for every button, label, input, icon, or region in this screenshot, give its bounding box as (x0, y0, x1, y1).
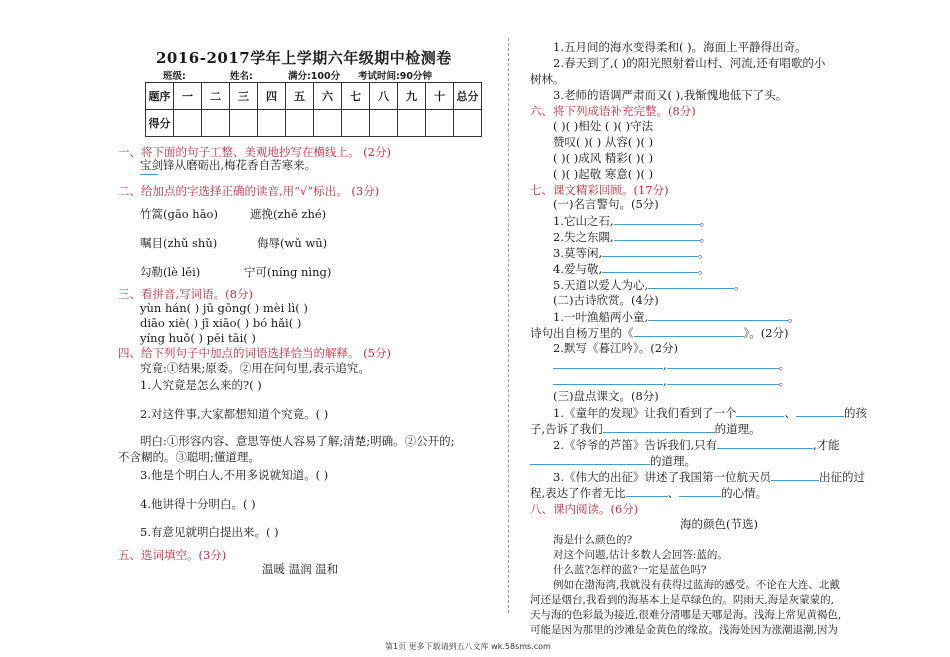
poem-2-line2[interactable]: , 。 (553, 373, 790, 388)
page-footer: 第1页 更多下载请到五八文库 wk.58sms.com (385, 642, 551, 651)
pinyin-choice-2b[interactable]: 侮辱(wǔ wū) (257, 236, 328, 250)
proverb-1[interactable]: 1.它山之石, 。 (553, 214, 712, 228)
pinyin-row-1[interactable]: yùn hán( ) jū gōng( ) mèi lì( ) (140, 301, 308, 315)
score-col-total: 总分 (454, 83, 482, 110)
class-label: 班级: (163, 71, 186, 82)
word-choices: 温暖 温润 温和 (262, 562, 339, 576)
idiom-row-4[interactable]: ( )( )起敬 寒意( )( ) (553, 167, 654, 181)
score-table-row-label: 题序 (146, 83, 174, 110)
proverb-1-text: 1.它山之石, (553, 214, 614, 228)
reading-p2: 对这个问题,估计多数人会回答:蓝的。 (553, 549, 728, 561)
section-4-title: 四、给下列句子中加点的词语选择恰当的解释。 (5分) (118, 346, 391, 360)
answer-blank[interactable] (602, 245, 698, 257)
review-3-text-d: 的心情。 (721, 486, 768, 500)
answer-blank[interactable] (614, 229, 700, 241)
proverb-4-text: 4.爱与敬, (553, 262, 603, 276)
name-label: 姓名: (230, 71, 253, 82)
section-1-title: 一、将下面的句子工整、美观地抄写在横线上。 (2分) (118, 145, 391, 159)
question-4-2[interactable]: 2.对这件事,大家都想知道个究竟。( ) (140, 407, 329, 421)
answer-blank[interactable] (614, 213, 700, 225)
poem-1[interactable]: 1.一叶渔船两小童, 。 (553, 310, 800, 324)
answer-blank[interactable] (553, 357, 663, 369)
reading-p4-line2: 河还是烟台,我看到的海基本上是草绿色的。阴雨天,海是灰蒙蒙的, (530, 594, 835, 606)
answer-blank[interactable] (771, 469, 819, 481)
score-col-1: 一 (174, 83, 202, 110)
answer-blank[interactable] (648, 277, 734, 289)
poem-source-suffix: 》。(2分) (743, 326, 789, 340)
question-4-3[interactable]: 3.他是个明白人,不用多说就知道。( ) (140, 468, 329, 482)
section-5-title: 五、选词填空。(3分) (118, 548, 227, 562)
review-2-text-a: 2.《爷爷的芦笛》告诉我们,只有 (553, 438, 718, 452)
fill-1[interactable]: 1.五月间的海水变得柔和( )。海面上平静得出奇。 (553, 40, 807, 54)
reading-p4-line4: 可能是因为那里的沙滩是金黄色的缘故。浅海处因为涨潮退潮,因为 (530, 624, 838, 636)
review-1-line2[interactable] (530, 421, 761, 436)
score-col-2: 二 (202, 83, 230, 110)
definition-jiujing: 究竟:①结果;原委。②用在问句里,表示追究。 (140, 361, 370, 375)
score-cell[interactable] (398, 110, 426, 137)
proverb-5-text: 5.天道以爱人为心, (553, 278, 649, 292)
review-1-text-c: 子,告诉了我们 (530, 422, 603, 436)
pinyin-row-2[interactable]: diāo xiè( ) jī xiāo( ) bó hǎi( ) (140, 316, 302, 330)
score-col-5: 五 (286, 83, 314, 110)
review-2-line2[interactable] (530, 453, 696, 468)
review-3-text-c: 程,表达了作者无比 (530, 486, 626, 500)
poem-source-prefix: 诗句出自杨万里的《 (530, 326, 634, 340)
review-2-text-b: ,才能 (813, 438, 840, 452)
question-4-1[interactable]: 1.人究竟是怎么来的?( ) (140, 378, 262, 392)
answer-blank[interactable] (717, 437, 813, 449)
pinyin-row-3[interactable]: yíng huǒ( ) pēi tāi( ) (140, 331, 256, 345)
score-cell[interactable] (342, 110, 370, 137)
review-2-line1[interactable] (553, 437, 840, 452)
poem-2-title: 2.默写《暮江吟》。(2分) (553, 341, 679, 355)
subsection-texts: (三)盘点课文。(8分) (553, 389, 659, 403)
score-col-9: 九 (398, 83, 426, 110)
review-3-text-b: 出征的过 (818, 470, 865, 484)
answer-blank[interactable] (667, 373, 779, 385)
reading-p4-line1: 例如在渤海湾,我就没有获得过蓝海的感受。不论在大连、北戴 (553, 579, 840, 591)
full-score: 满分:100分 (288, 71, 341, 82)
score-cell[interactable] (230, 110, 258, 137)
subsection-poetry: (二)古诗欣赏。(4分) (553, 293, 659, 307)
pinyin-choice-1a[interactable]: 竹篙(gāo hāo) (140, 207, 218, 221)
score-cell[interactable] (426, 110, 454, 137)
reading-p4-line3: 天与海的色彩最为接近,很难分清哪是天哪是海。浅海上常见黄褐色, (530, 609, 842, 621)
pinyin-choice-3a[interactable]: 勾勒(lè lēi) (140, 265, 201, 279)
answer-blank[interactable] (553, 373, 663, 385)
section-7-title: 七、课文精彩回顾。(17分) (530, 183, 669, 197)
score-col-8: 八 (370, 83, 398, 110)
answer-blank[interactable] (796, 405, 844, 417)
reading-heading: 海的颜色(节选) (680, 517, 758, 531)
answer-blank[interactable] (530, 453, 650, 465)
pinyin-choice-2a[interactable]: 嘱目(zhǔ shǔ) (140, 236, 218, 250)
poem-1-source[interactable] (530, 325, 789, 340)
poem-1-text: 1.一叶渔船两小童, (553, 310, 649, 324)
section-6-title: 六、将下列成语补充完整。(8分) (530, 104, 696, 118)
review-1-line1[interactable]: 1.《童年的发现》让我们看到了一个 、 的孩 (553, 406, 867, 420)
score-cell[interactable] (454, 110, 482, 137)
review-3-line2[interactable]: 程,表达了作者无比 、 的心情。 (530, 486, 768, 500)
score-cell[interactable] (174, 110, 202, 137)
answer-blank[interactable] (648, 309, 788, 321)
copy-line[interactable] (140, 174, 158, 175)
answer-blank[interactable] (634, 325, 744, 337)
idiom-row-1[interactable]: ( )( )相处 ( )( )守法 (553, 119, 654, 133)
section-3-title: 三、看拼音,写词语。(8分) (118, 287, 253, 301)
idiom-row-2[interactable]: 赞叹( )( ) 从容( )( ) (553, 135, 654, 149)
pinyin-choice-3b[interactable]: 宁可(níng nìng) (244, 265, 332, 279)
definition-mingbai-1: 明白:①形容内容、意思等使人容易了解;清楚;明确。②公开的; (140, 434, 455, 448)
score-cell[interactable] (370, 110, 398, 137)
score-cell[interactable] (314, 110, 342, 137)
answer-blank[interactable] (667, 357, 779, 369)
answer-blank[interactable] (736, 405, 784, 417)
question-4-5[interactable]: 5.有意见就明白提出来。( ) (140, 525, 279, 539)
section-1-text: 宝剑锋从磨砺出,梅花香自苦寒来。 (140, 158, 317, 172)
score-col-7: 七 (342, 83, 370, 110)
proverb-4[interactable]: 4.爱与敬, 。 (553, 262, 710, 276)
proverb-2-text: 2.失之东隅, (553, 230, 614, 244)
review-3-line1[interactable] (553, 469, 865, 484)
review-1-text-a: 1.《童年的发现》让我们看到了一个 (553, 406, 737, 420)
proverb-3-text: 3.莫等闲, (553, 246, 603, 260)
column-divider (508, 38, 509, 613)
exam-time: 考试时间:90分钟 (358, 71, 433, 82)
question-4-4[interactable]: 4.他讲得十分明白。( ) (140, 497, 256, 511)
score-table-header-row (146, 83, 482, 110)
proverb-2[interactable]: 2.失之东隅, 。 (553, 230, 712, 244)
section-2-title: 二、给加点的字选择正确的读音,用“√”标出。 (3分) (118, 184, 380, 198)
idiom-row-3[interactable]: ( )( )成风 精彩( )( ) (553, 151, 654, 165)
score-col-4: 四 (258, 83, 286, 110)
fill-3[interactable]: 3.老师的语调严肃而又( ),我惭愧地低下了头。 (553, 88, 788, 102)
definition-mingbai-2: 不含糊的。③聪明;懂道理。 (118, 450, 260, 464)
proverb-3[interactable]: 3.莫等闲, 。 (553, 246, 710, 260)
fill-2-line2: 树林。 (530, 72, 565, 86)
score-col-6: 六 (314, 83, 342, 110)
score-table (145, 82, 482, 137)
review-2-text-c: 的道理。 (650, 454, 696, 468)
review-3-text-a: 3.《伟大的出征》讲述了我国第一位航天员 (553, 470, 771, 484)
score-table-score-row (146, 110, 482, 137)
score-col-3: 三 (230, 83, 258, 110)
review-1-text-d: 的道理。 (714, 422, 761, 436)
answer-blank[interactable] (602, 261, 698, 273)
exam-title: 2016-2017学年上学期六年级期中检测卷 (156, 49, 452, 67)
answer-blank[interactable] (679, 485, 721, 497)
pinyin-choice-1b[interactable]: 遮挽(zhē zhé) (250, 207, 327, 221)
answer-blank[interactable] (603, 421, 715, 433)
poem-2-line1[interactable]: , 。 (553, 357, 790, 372)
subsection-proverbs: (一)名言警句。(5分) (553, 197, 659, 211)
score-cell[interactable] (286, 110, 314, 137)
reading-p1: 海是什么颜色的? (553, 534, 633, 546)
score-row-label: 得分 (146, 110, 174, 137)
fill-2-line1[interactable]: 2.春天到了,( )的阳光照射着山村、河流,还有唱歌的小 (553, 56, 826, 70)
review-1-text-b: 的孩 (843, 406, 867, 420)
score-cell[interactable] (202, 110, 230, 137)
section-8-title: 八、课内阅读。(6分) (530, 502, 639, 516)
answer-blank[interactable] (626, 485, 668, 497)
score-col-10: 十 (426, 83, 454, 110)
reading-p3: 什么蓝?怎样的蓝?一定是蓝色吗? (553, 564, 707, 576)
score-cell[interactable] (258, 110, 286, 137)
proverb-5[interactable]: 5.天道以爱人为心, 。 (553, 278, 746, 292)
